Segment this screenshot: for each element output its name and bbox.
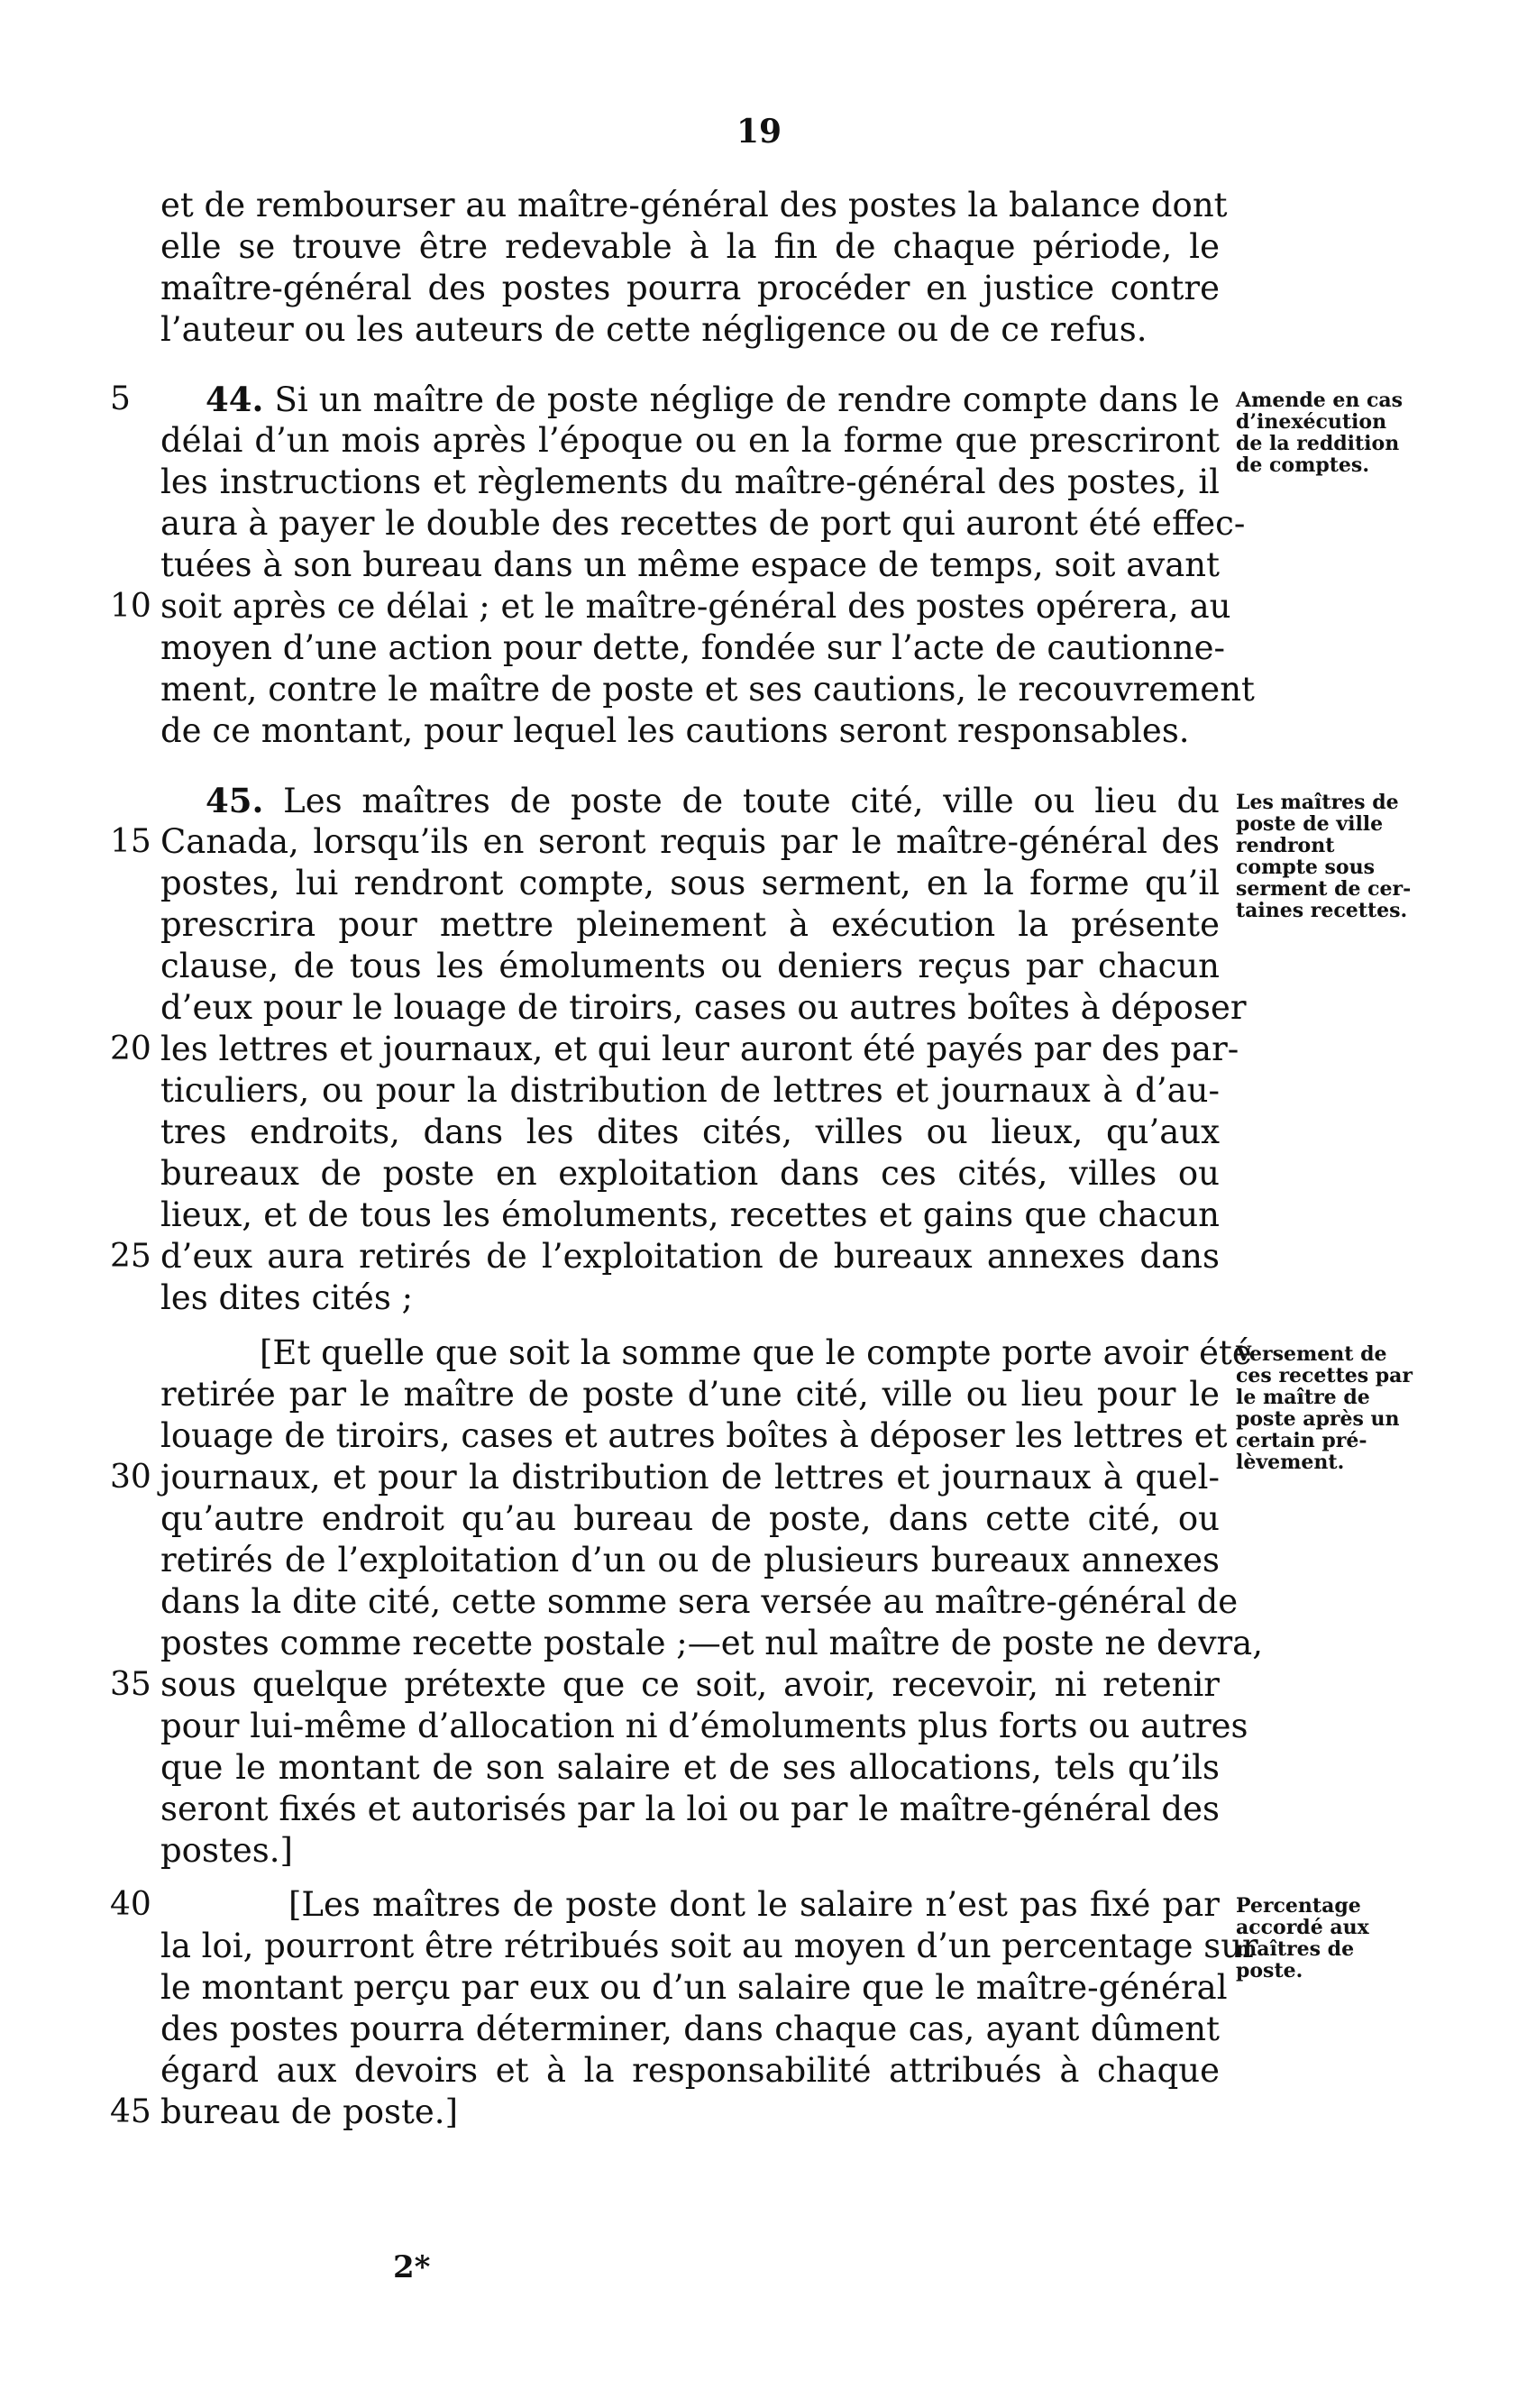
- margin-note-line: le maître de: [1236, 1386, 1370, 1409]
- text-line: les dites cités ;: [160, 1278, 414, 1317]
- margin-note-line: ces recettes par: [1236, 1364, 1413, 1387]
- section-44-first-line: 44. Si un maître de poste néglige de rendre compte dans le: [206, 380, 1220, 419]
- margin-note-line: accordé aux: [1236, 1916, 1369, 1939]
- text-line: les instructions et règlements du maître-général des postes, il: [160, 462, 1220, 501]
- margin-note-line: Percentage: [1236, 1894, 1361, 1918]
- text-line: d’eux aura retirés de l’exploitation de bureaux annexes dans: [160, 1237, 1220, 1276]
- margin-note-line: Les maîtres de: [1236, 791, 1399, 814]
- margin-note-line: compte sous: [1236, 856, 1375, 879]
- text-line: égard aux devoirs et à la responsabilité attribués à chaque: [160, 2051, 1220, 2090]
- margin-note-versement: [1236, 1343, 1416, 1473]
- text-line: clause, de tous les émoluments ou deniers reçus par chacun: [160, 947, 1220, 985]
- margin-note-line: serment de cer-: [1236, 877, 1412, 901]
- text-line: postes comme recette postale ;—et nul maître de poste ne devra,: [160, 1624, 1263, 1662]
- margin-note-maitres: [1236, 792, 1416, 921]
- line-number: 5: [110, 380, 131, 417]
- margin-note-line: Amende en cas: [1236, 389, 1404, 412]
- text-line: sous quelque prétexte que ce soit, avoir, recevoir, ni retenir: [160, 1665, 1220, 1704]
- signature-mark: 2*: [393, 2249, 431, 2285]
- text-line: lieux, et de tous les émoluments, recettes et gains que chacun: [160, 1195, 1220, 1234]
- margin-note-line: d’inexécution: [1236, 410, 1387, 434]
- line-number: 20: [110, 1030, 151, 1067]
- bracketed-clause-first-line: [Et quelle que soit la somme que le compte porte avoir été: [260, 1333, 1252, 1372]
- margin-note-line: Versement de: [1236, 1342, 1387, 1366]
- margin-note-line: maîtres de: [1236, 1937, 1355, 1961]
- margin-note-line: poste de ville: [1236, 812, 1384, 836]
- text-line: retirée par le maître de poste d’une cité, ville ou lieu pour le: [160, 1375, 1220, 1414]
- line-number: 40: [110, 1886, 151, 1923]
- margin-note-line: certain pré-: [1236, 1429, 1367, 1452]
- margin-note-line: lèvement.: [1236, 1451, 1345, 1474]
- text-line: dans la dite cité, cette somme sera versée au maître-général de: [160, 1582, 1239, 1621]
- text-line: journaux, et pour la distribution de lettres et journaux à quel-: [160, 1458, 1220, 1497]
- text-line: ticuliers, ou pour la distribution de lettres et journaux à d’au-: [160, 1071, 1220, 1110]
- text-line: délai d’un mois après l’époque ou en la forme que prescriront: [160, 421, 1220, 460]
- margin-note-line: de la reddition: [1236, 432, 1400, 455]
- text-line: postes.]: [160, 1831, 293, 1870]
- text-line: tuées à son bureau dans un même espace de temps, soit avant: [160, 545, 1220, 584]
- text-line: la loi, pourront être rétribués soit au moyen d’un percentage sur: [160, 1927, 1258, 1965]
- margin-note-percentage: [1236, 1895, 1416, 1982]
- margin-note-line: rendront: [1236, 834, 1335, 857]
- text-line: pour lui-même d’allocation ni d’émoluments plus forts ou autres: [160, 1707, 1248, 1745]
- percentage-clause-first-line: [Les maîtres de poste dont le salaire n’est pas fixé par: [288, 1885, 1220, 1924]
- text-line: postes, lui rendront compte, sous serment, en la forme qu’il: [160, 864, 1220, 902]
- text-line: moyen d’une action pour dette, fondée sur l’acte de cautionne-: [160, 628, 1226, 667]
- text-line: seront fixés et autorisés par la loi ou par le maître-général des: [160, 1790, 1220, 1828]
- line-number: 35: [110, 1666, 151, 1703]
- text-line: et de rembourser au maître-général des postes la balance dont: [160, 186, 1228, 224]
- text-line: louage de tiroirs, cases et autres boîtes à déposer les lettres et: [160, 1416, 1228, 1455]
- line-number: 30: [110, 1459, 151, 1496]
- line-number: 15: [110, 823, 151, 860]
- text-line: ment, contre le maître de poste et ses cautions, le recouvrement: [160, 670, 1255, 709]
- text-line: elle se trouve être redevable à la fin de chaque période, le: [160, 227, 1220, 266]
- line-number: 25: [110, 1238, 151, 1275]
- text-line: que le montant de son salaire et de ses allocations, tels qu’ils: [160, 1748, 1220, 1787]
- text-line: l’auteur ou les auteurs de cette négligence ou de ce refus.: [160, 310, 1148, 349]
- margin-note-line: taines recettes.: [1236, 899, 1408, 922]
- text-line: Canada, lorsqu’ils en seront requis par le maître-général des: [160, 822, 1220, 861]
- text-line: prescrira pour mettre pleinement à exécution la présente: [160, 905, 1220, 944]
- text-line: des postes pourra déterminer, dans chaque cas, ayant dûment: [160, 2010, 1220, 2048]
- page-number: 19: [736, 113, 782, 151]
- margin-note-line: de comptes.: [1236, 453, 1369, 477]
- line-number: 10: [110, 588, 151, 625]
- text-line: d’eux pour le louage de tiroirs, cases ou autres boîtes à déposer: [160, 988, 1247, 1027]
- text-line: bureaux de poste en exploitation dans ces cités, villes ou: [160, 1154, 1220, 1193]
- line-number: 45: [110, 2093, 151, 2130]
- section-number: 45.: [206, 781, 264, 820]
- section-number: 44.: [206, 380, 264, 419]
- text-line: tres endroits, dans les dites cités, villes ou lieux, qu’aux: [160, 1112, 1220, 1151]
- text-line: soit après ce délai ; et le maître-général des postes opérera, au: [160, 587, 1231, 626]
- text-line: aura à payer le double des recettes de port qui auront été effec-: [160, 504, 1246, 543]
- text-line: les lettres et journaux, et qui leur auront été payés par des par-: [160, 1030, 1239, 1068]
- margin-note-line: poste.: [1236, 1959, 1303, 1982]
- text-line: bureau de poste.]: [160, 2092, 459, 2131]
- text-line: le montant perçu par eux ou d’un salaire que le maître-général: [160, 1968, 1228, 2007]
- section-45-first-line: 45. Les maîtres de poste de toute cité, ville ou lieu du: [206, 781, 1220, 820]
- text-line: retirés de l’exploitation d’un ou de plusieurs bureaux annexes: [160, 1541, 1220, 1579]
- text-line: de ce montant, pour lequel les cautions seront responsables.: [160, 711, 1190, 750]
- text-line: qu’autre endroit qu’au bureau de poste, dans cette cité, ou: [160, 1499, 1220, 1538]
- text-line: maître-général des postes pourra procéder en justice contre: [160, 269, 1220, 307]
- margin-note-line: poste après un: [1236, 1407, 1400, 1431]
- margin-note-amende: [1236, 389, 1416, 476]
